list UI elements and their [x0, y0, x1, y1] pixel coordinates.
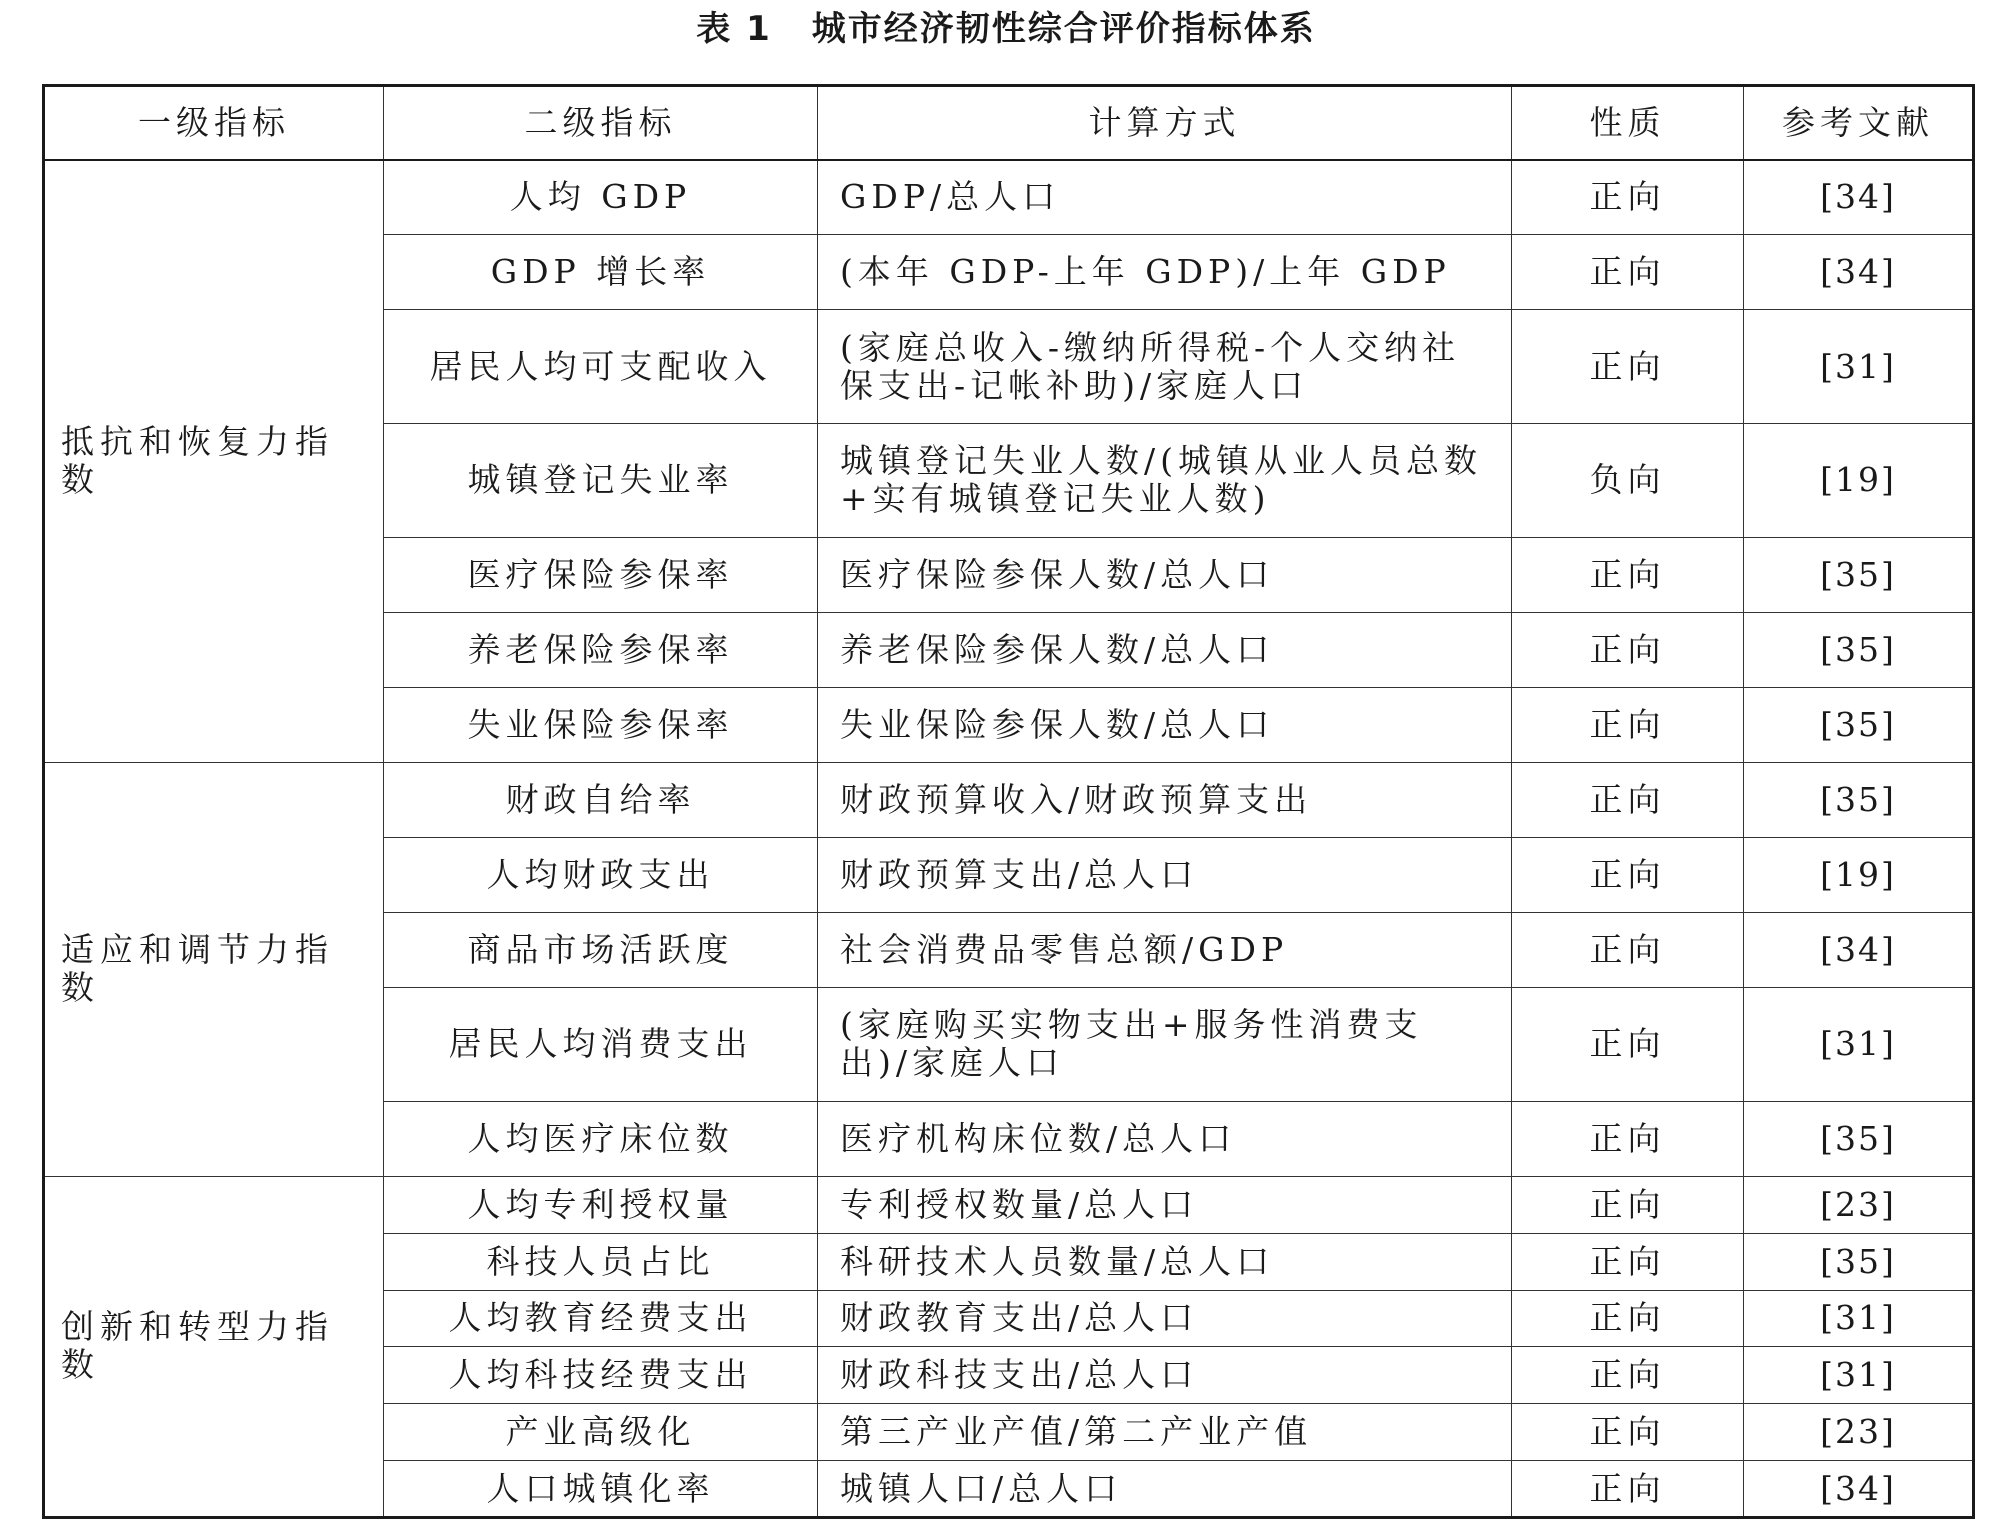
nature-cell: 正向 [1512, 1101, 1744, 1176]
indicator-cell: 科技人员占比 [384, 1233, 818, 1290]
indicator-cell: 人均 GDP [384, 160, 818, 235]
indicator-cell: 人均科技经费支出 [384, 1347, 818, 1404]
nature-cell: 正向 [1512, 537, 1744, 612]
group-label-innovation: 创新和转型力指数 [44, 1176, 384, 1517]
reference-cell: [35] [1744, 537, 1974, 612]
reference-cell: [31] [1744, 1347, 1974, 1404]
reference-cell: [23] [1744, 1176, 1974, 1233]
indicator-cell: 人均财政支出 [384, 837, 818, 912]
formula-cell: 第三产业产值/第二产业产值 [818, 1404, 1512, 1461]
indicator-cell: 商品市场活跃度 [384, 913, 818, 988]
indicator-cell: 居民人均消费支出 [384, 988, 818, 1102]
formula-cell: 城镇人口/总人口 [818, 1461, 1512, 1518]
formula-cell: (本年 GDP-上年 GDP)/上年 GDP [818, 235, 1512, 310]
reference-cell: [35] [1744, 1233, 1974, 1290]
indicator-cell: 人均医疗床位数 [384, 1101, 818, 1176]
formula-cell: 失业保险参保人数/总人口 [818, 687, 1512, 762]
indicator-cell: 居民人均可支配收入 [384, 310, 818, 424]
formula-cell: 医疗机构床位数/总人口 [818, 1101, 1512, 1176]
reference-cell: [34] [1744, 1461, 1974, 1518]
indicator-cell: 人口城镇化率 [384, 1461, 818, 1518]
reference-cell: [34] [1744, 160, 1974, 235]
nature-cell: 正向 [1512, 1347, 1744, 1404]
nature-cell: 正向 [1512, 1404, 1744, 1461]
indicator-cell: 财政自给率 [384, 762, 818, 837]
indicator-cell: 产业高级化 [384, 1404, 818, 1461]
formula-cell: 城镇登记失业人数/(城镇从业人员总数+实有城镇登记失业人数) [818, 423, 1512, 537]
indicator-cell: 医疗保险参保率 [384, 537, 818, 612]
header-level1: 一级指标 [44, 86, 384, 160]
formula-cell: 财政教育支出/总人口 [818, 1290, 1512, 1347]
formula-cell: 科研技术人员数量/总人口 [818, 1233, 1512, 1290]
nature-cell: 正向 [1512, 612, 1744, 687]
reference-cell: [31] [1744, 1290, 1974, 1347]
table-row [44, 160, 1974, 235]
indicator-cell: 人均教育经费支出 [384, 1290, 818, 1347]
table-row [44, 1176, 1974, 1233]
nature-cell: 正向 [1512, 235, 1744, 310]
formula-cell: 专利授权数量/总人口 [818, 1176, 1512, 1233]
reference-cell: [31] [1744, 310, 1974, 424]
formula-cell: 社会消费品零售总额/GDP [818, 913, 1512, 988]
indicator-cell: GDP 增长率 [384, 235, 818, 310]
group-label-adaptation: 适应和调节力指数 [44, 762, 384, 1176]
nature-cell: 正向 [1512, 1176, 1744, 1233]
formula-cell: GDP/总人口 [818, 160, 1512, 235]
reference-cell: [31] [1744, 988, 1974, 1102]
reference-cell: [23] [1744, 1404, 1974, 1461]
nature-cell: 正向 [1512, 310, 1744, 424]
table-title: 城市经济韧性综合评价指标体系 [811, 9, 1316, 49]
reference-cell: [35] [1744, 612, 1974, 687]
indicator-cell: 城镇登记失业率 [384, 423, 818, 537]
header-formula: 计算方式 [818, 86, 1512, 160]
nature-cell: 正向 [1512, 1233, 1744, 1290]
header-row [44, 86, 1974, 160]
formula-cell: 医疗保险参保人数/总人口 [818, 537, 1512, 612]
reference-cell: [34] [1744, 913, 1974, 988]
table-row [44, 762, 1974, 837]
reference-cell: [35] [1744, 762, 1974, 837]
formula-cell: 养老保险参保人数/总人口 [818, 612, 1512, 687]
reference-cell: [19] [1744, 423, 1974, 537]
formula-cell: (家庭总收入-缴纳所得税-个人交纳社保支出-记帐补助)/家庭人口 [818, 310, 1512, 424]
header-nature: 性质 [1512, 86, 1744, 160]
nature-cell: 正向 [1512, 837, 1744, 912]
reference-cell: [35] [1744, 687, 1974, 762]
nature-cell: 正向 [1512, 687, 1744, 762]
header-reference: 参考文献 [1744, 86, 1974, 160]
indicator-table [42, 84, 1975, 1519]
group-label-resistance: 抵抗和恢复力指数 [44, 160, 384, 763]
table-number: 表 1 [696, 9, 772, 49]
formula-cell: (家庭购买实物支出+服务性消费支出)/家庭人口 [818, 988, 1512, 1102]
nature-cell: 正向 [1512, 913, 1744, 988]
nature-cell: 正向 [1512, 1461, 1744, 1518]
indicator-cell: 养老保险参保率 [384, 612, 818, 687]
formula-cell: 财政预算支出/总人口 [818, 837, 1512, 912]
formula-cell: 财政预算收入/财政预算支出 [818, 762, 1512, 837]
reference-cell: [35] [1744, 1101, 1974, 1176]
reference-cell: [19] [1744, 837, 1974, 912]
header-level2: 二级指标 [384, 86, 818, 160]
formula-cell: 财政科技支出/总人口 [818, 1347, 1512, 1404]
nature-cell: 正向 [1512, 160, 1744, 235]
indicator-cell: 人均专利授权量 [384, 1176, 818, 1233]
table-caption [0, 4, 2012, 54]
reference-cell: [34] [1744, 235, 1974, 310]
nature-cell: 正向 [1512, 1290, 1744, 1347]
nature-cell: 负向 [1512, 423, 1744, 537]
nature-cell: 正向 [1512, 762, 1744, 837]
nature-cell: 正向 [1512, 988, 1744, 1102]
indicator-cell: 失业保险参保率 [384, 687, 818, 762]
